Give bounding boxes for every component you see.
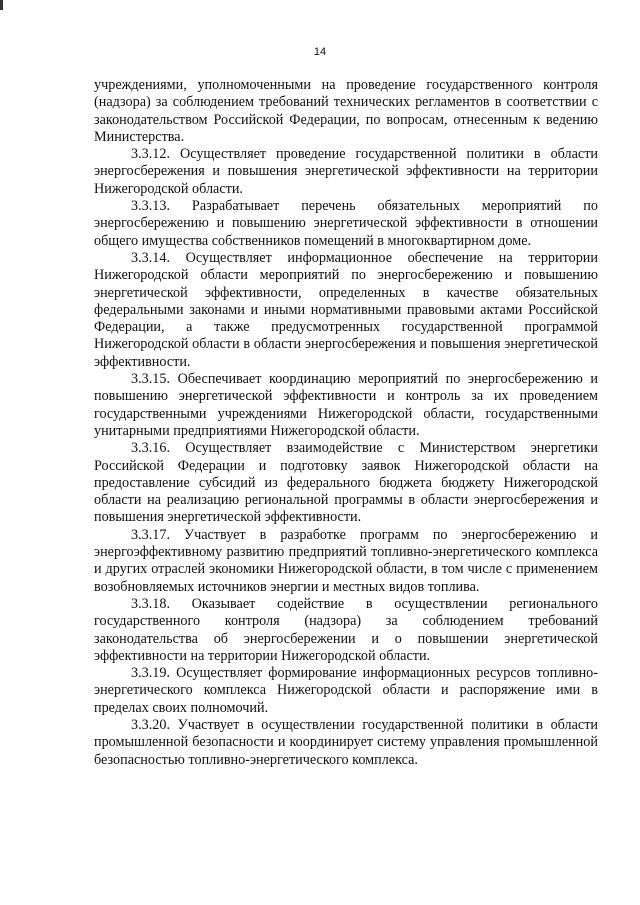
paragraph-3-3-16: 3.3.16. Осуществляет взаимодействие с Министерством энергетики Российской Федерации и подготовку заявок Нижегородской области на предоставление субсидий из федерального бюджета бюджету Нижегородской области на реализацию региональной программы в области энергосбережения и повышения энергетической эффективности. [94,440,598,526]
paragraph-3-3-13: 3.3.13. Разрабатывает перечень обязательных мероприятий по энергосбережению и повышению энергетической эффективности в отношении общего имущества собственников помещений в многоквартирном доме. [94,198,598,249]
scan-edge-mark [0,0,3,10]
paragraph-3-3-14: 3.3.14. Осуществляет информационное обеспечение на территории Нижегородской области мероприятий по энергосбережению и повышению энергетической эффективности, определенных в качестве обязательных федеральными законами и иными нормативными правовыми актами Российской Федерации, а также предусмотренных государственной программой Нижегородской области в области энергосбережения и повышения энергетической эффективности. [94,249,598,370]
document-body [94,77,598,769]
paragraph-continuation: учреждениями, уполномоченными на проведение государственного контроля (надзора) за соблюдением требований технических регламентов в соответствии с законодательством Российской Федерации, по вопросам, отнесенным к ведению Министерства. [94,77,598,145]
page-number: 14 [313,46,327,58]
paragraph-3-3-12: 3.3.12. Осуществляет проведение государственной политики в области энергосбережения и повышения энергетической эффективности на территории Нижегородской области. [94,146,598,197]
paragraph-3-3-17: 3.3.17. Участвует в разработке программ по энергосбережению и энергоэффективному развитию предприятий топливно-энергетического комплекса и других отраслей экономики Нижегородской области, в том числе с применением возобновляемых источников энергии и местных видов топлива. [94,526,598,595]
paragraph-3-3-15: 3.3.15. Обеспечивает координацию мероприятий по энергосбережению и повышению энергетической эффективности и контроль за их проведением государственными учреждениями Нижегородской области, государственными унитарными предприятиями Нижегородской области. [94,371,598,439]
paragraph-3-3-20: 3.3.20. Участвует в осуществлении государственной политики в области промышленной безопасности и координирует систему управления промышленной безопасностью топливно-энергетического комплекса. [94,716,598,768]
paragraph-3-3-19: 3.3.19. Осуществляет формирование информационных ресурсов топливно-энергетического комплекса Нижегородской области и распоряжение ими в пределах своих полномочий. [94,665,598,716]
paragraph-3-3-18: 3.3.18. Оказывает содействие в осуществлении регионального государственного контроля (надзора) за соблюдением требований законодательства об энергосбережении и о повышении энергетической эффективности на территории Нижегородской области. [94,595,598,664]
